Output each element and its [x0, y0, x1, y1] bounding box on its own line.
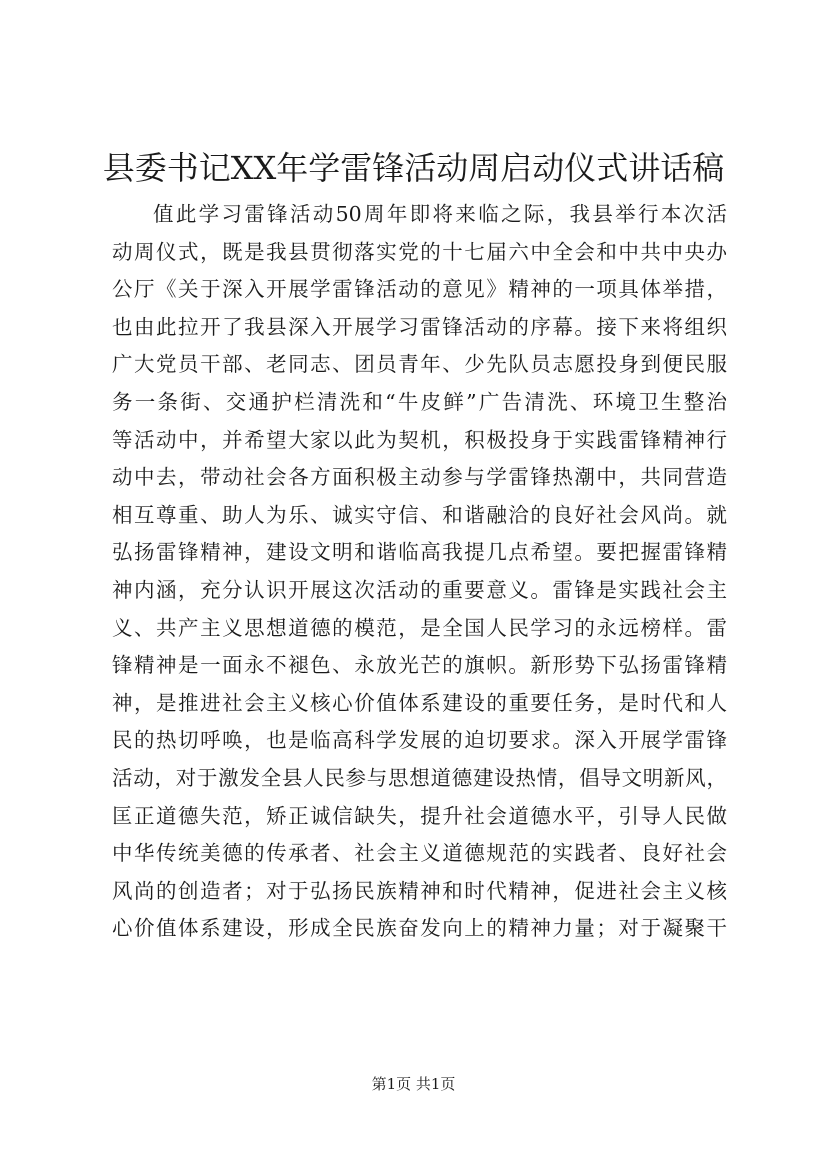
document-title: 县委书记XX年学雷锋活动周启动仪式讲话稿	[102, 149, 725, 187]
body-line: 锋精神是一面永不褪色、永放光芒的旗帜。新形势下弘扬雷锋精	[112, 653, 727, 678]
body-line: 动周仪式，既是我县贯彻落实党的十七届六中全会和中共中央办	[112, 239, 727, 264]
body-line: 义、共产主义思想道德的模范，是全国人民学习的永远榜样。雷	[112, 615, 727, 640]
document-body	[112, 196, 727, 948]
body-line: 神内涵，充分认识开展这次活动的重要意义。雷锋是实践社会主	[112, 577, 727, 602]
body-line: 匡正道德失范，矫正诚信缺失，提升社会道德水平，引导人民做	[112, 803, 727, 828]
body-line: 活动，对于激发全县人民参与思想道德建设热情，倡导文明新风，	[112, 765, 727, 790]
body-line: 务一条街、交通护栏清洗和“牛皮鲜”广告清洗、环境卫生整治	[112, 389, 727, 414]
page-footer: 第1页 共1页	[371, 1075, 456, 1093]
body-line: 弘扬雷锋精神，建设文明和谐临高我提几点希望。要把握雷锋精	[112, 540, 727, 565]
body-line: 相互尊重、助人为乐、诚实守信、和谐融洽的良好社会风尚。就	[112, 502, 727, 527]
body-line: 等活动中，并希望大家以此为契机，积极投身于实践雷锋精神行	[112, 427, 727, 452]
body-line: 也由此拉开了我县深入开展学习雷锋活动的序幕。接下来将组织	[112, 314, 727, 339]
body-line: 公厅《关于深入开展学雷锋活动的意见》精神的一项具体举措，	[112, 277, 727, 302]
body-line: 神，是推进社会主义核心价值体系建设的重要任务，是时代和人	[112, 690, 727, 715]
body-line: 广大党员干部、老同志、团员青年、少先队员志愿投身到便民服	[112, 352, 727, 377]
body-line: 值此学习雷锋活动50周年即将来临之际，我县举行本次活	[153, 202, 727, 226]
body-line: 中华传统美德的传承者、社会主义道德规范的实践者、良好社会	[112, 841, 727, 866]
body-line: 心价值体系建设，形成全民族奋发向上的精神力量；对于凝聚干	[112, 916, 727, 941]
body-line: 风尚的创造者；对于弘扬民族精神和时代精神，促进社会主义核	[112, 878, 727, 903]
body-line: 民的热切呼唤，也是临高科学发展的迫切要求。深入开展学雷锋	[112, 728, 727, 753]
body-line: 动中去，带动社会各方面积极主动参与学雷锋热潮中，共同营造	[112, 465, 727, 490]
